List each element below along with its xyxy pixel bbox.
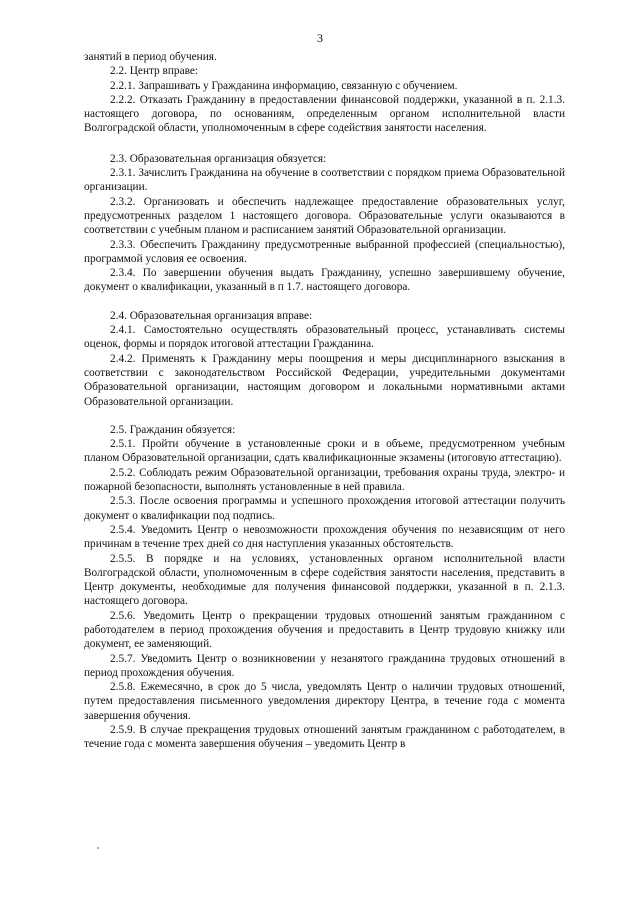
clause-2-2-1: 2.2.1. Запрашивать у Гражданина информацию, связанную с обучением. [110,79,458,92]
clause-2-3-1: 2.3.1. Зачислить Гражданина на обучение в соответствии с порядком приема Образовательной организации. [84,167,565,194]
clause-2-5-heading: 2.5. Гражданин обязуется: [110,423,236,436]
clause-2-5-1: 2.5.1. Пройти обучение в установленные сроки и в объеме, предусмотренном учебным планом Образовательной организации, сдать квалификационные экзамены (итоговую аттестацию). [84,438,565,465]
clause-2-5-2: 2.5.2. Соблюдать режим Образовательной организации, требования охраны труда, электро- и пожарной безопасности, выполнять установленные в ней правила. [84,466,565,494]
clause-2-3-3: 2.3.3. Обеспечить Гражданину предусмотренные выбранной профессией (специальностью), программой условия ее освоения. [84,238,565,265]
clause-2-5-8: 2.5.8. Ежемесячно, в срок до 5 числа, уведомлять Центр о наличии трудовых отношений, путем предоставления письменного уведомления директору Центра, в течение года с момента завершения обучения. [84,681,565,722]
clause-2-3-heading: 2.3. Образовательная организация обязуется: [110,152,327,165]
clause-2-5-6: 2.5.6. Уведомить Центр о прекращении трудовых отношений занятым гражданином с работодателем в период прохождения обучения и предоставить в Центр трудовую книжку или документ, ее заменяющий. [84,609,565,651]
clause-2-4-2: 2.4.2. Применять к Гражданину меры поощрения и меры дисциплинарного взыскания в соответствии с законодательством Российской Федерации, учредительными документами Образовательной организации, настоящим договором и локальными нормативными актами Образовательной организации. [84,352,565,408]
clause-2-2-heading: 2.2. Центр вправе: [110,65,198,78]
clause-2-5-4: 2.5.4. Уведомить Центр о невозможности прохождения обучения по независящим от него причинам в течение трех дней со дня наступления указанных обстоятельств. [84,523,565,551]
scan-speck [97,847,99,849]
clause-2-2-2: 2.2.2. Отказать Гражданину в предоставлении финансовой поддержки, указанной в п. 2.1.3. настоящего договора, по основаниям, определенным органом исполнительной власти Волгоградской области, уполномоченным в сфере содействия занятости населения. [84,93,565,135]
document-body [84,50,565,752]
clause-2-4-heading: 2.4. Образовательная организация вправе: [110,309,313,322]
clause-2-4-1: 2.4.1. Самостоятельно осуществлять образовательный процесс, устанавливать системы оценок, формы и порядок итоговой аттестации Гражданина. [84,324,565,351]
clause-2-5-7: 2.5.7. Уведомить Центр о возникновении у незанятого гражданина трудовых отношений в период прохождения обучения. [84,652,565,679]
clause-2-3-4: 2.3.4. По завершении обучения выдать Гражданину, успешно завершившему обучение, документ о квалификации, указанный в п 1.7. настоящего договора. [84,267,565,294]
paragraph-continuation: занятий в период обучения. [84,51,217,63]
clause-2-5-3: 2.5.3. После освоения программы и успешного прохождения итоговой аттестации получить документ о квалификации под подпись. [84,495,565,522]
page-number: 3 [317,31,323,45]
clause-2-5-5: 2.5.5. В порядке и на условиях, установленных органом исполнительной власти Волгоградской области, уполномоченным в сфере содействия занятости населения, представить в Центр документы, необходимые для получения финансовой поддержки, указанной в п. 2.1.3. настоящего договора. [84,552,565,608]
clause-2-5-9: 2.5.9. В случае прекращения трудовых отношений занятым гражданином с работодателем, в течение года с момента завершения обучения – уведомить Центр в [84,724,565,751]
clause-2-3-2: 2.3.2. Организовать и обеспечить надлежащее предоставление образовательных услуг, предусмотренных разделом 1 настоящего договора. Образовательные услуги оказываются в соответствии с учебным планом и расписанием занятий Образовательной организации. [84,195,565,237]
